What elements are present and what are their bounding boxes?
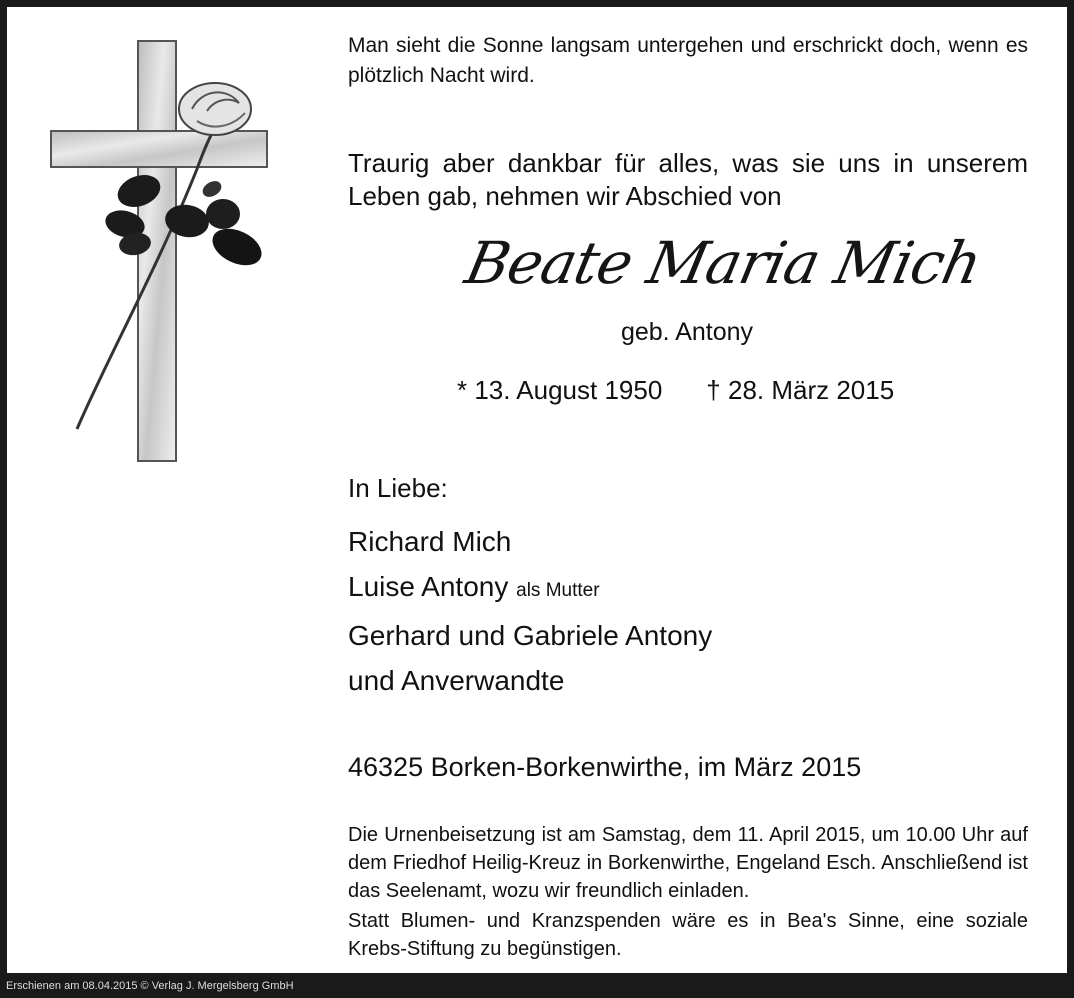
publisher-footer: Erschienen am 08.04.2015 © Verlag J. Mergelsberg GmbH bbox=[6, 980, 294, 992]
mourner-line bbox=[348, 658, 1028, 703]
mourner-relation: als Mutter bbox=[516, 580, 600, 601]
mourner-line bbox=[348, 519, 1028, 564]
mourner-line bbox=[348, 564, 1028, 613]
mourner-name: und Anverwandte bbox=[348, 665, 565, 696]
cross-with-rose-icon bbox=[47, 39, 287, 469]
donation-info: Statt Blumen- und Kranzspenden wäre es in Bea's Sinne, eine soziale Krebs-Stiftung zu begünstigen. bbox=[348, 910, 1028, 960]
burial-info: Die Urnenbeisetzung ist am Samstag, dem 11. April 2015, um 10.00 Uhr auf dem Friedhof Heilig-Kreuz in Borkenwirthe, Engeland Esch. Anschließend ist das Seelenamt, wozu wir freundlich einladen. bbox=[348, 824, 1028, 902]
quote-text: Man sieht die Sonne langsam untergehen und erschrickt doch, wenn es plötzlich Nacht wird. bbox=[348, 34, 1028, 87]
place-date: 46325 Borken-Borkenwirthe, im März 2015 bbox=[348, 752, 862, 782]
mourner-line bbox=[348, 613, 1028, 658]
mourners-list bbox=[348, 519, 1028, 703]
deceased-name: Beate Maria Mich bbox=[459, 229, 987, 297]
mourner-name: Gerhard und Gabriele Antony bbox=[348, 620, 713, 651]
mourner-name: Richard Mich bbox=[348, 526, 512, 557]
farewell-text: Traurig aber dankbar für alles, was sie uns in unserem Leben gab, nehmen wir Abschied von bbox=[348, 148, 1028, 211]
maiden-name: geb. Antony bbox=[620, 318, 754, 346]
death-date: † 28. März 2015 bbox=[706, 375, 895, 405]
birth-date: * 13. August 1950 bbox=[457, 375, 663, 405]
obituary-notice bbox=[7, 7, 1067, 973]
mourner-name: Luise Antony bbox=[348, 571, 509, 602]
love-label: In Liebe: bbox=[348, 473, 448, 503]
life-dates bbox=[457, 375, 894, 406]
